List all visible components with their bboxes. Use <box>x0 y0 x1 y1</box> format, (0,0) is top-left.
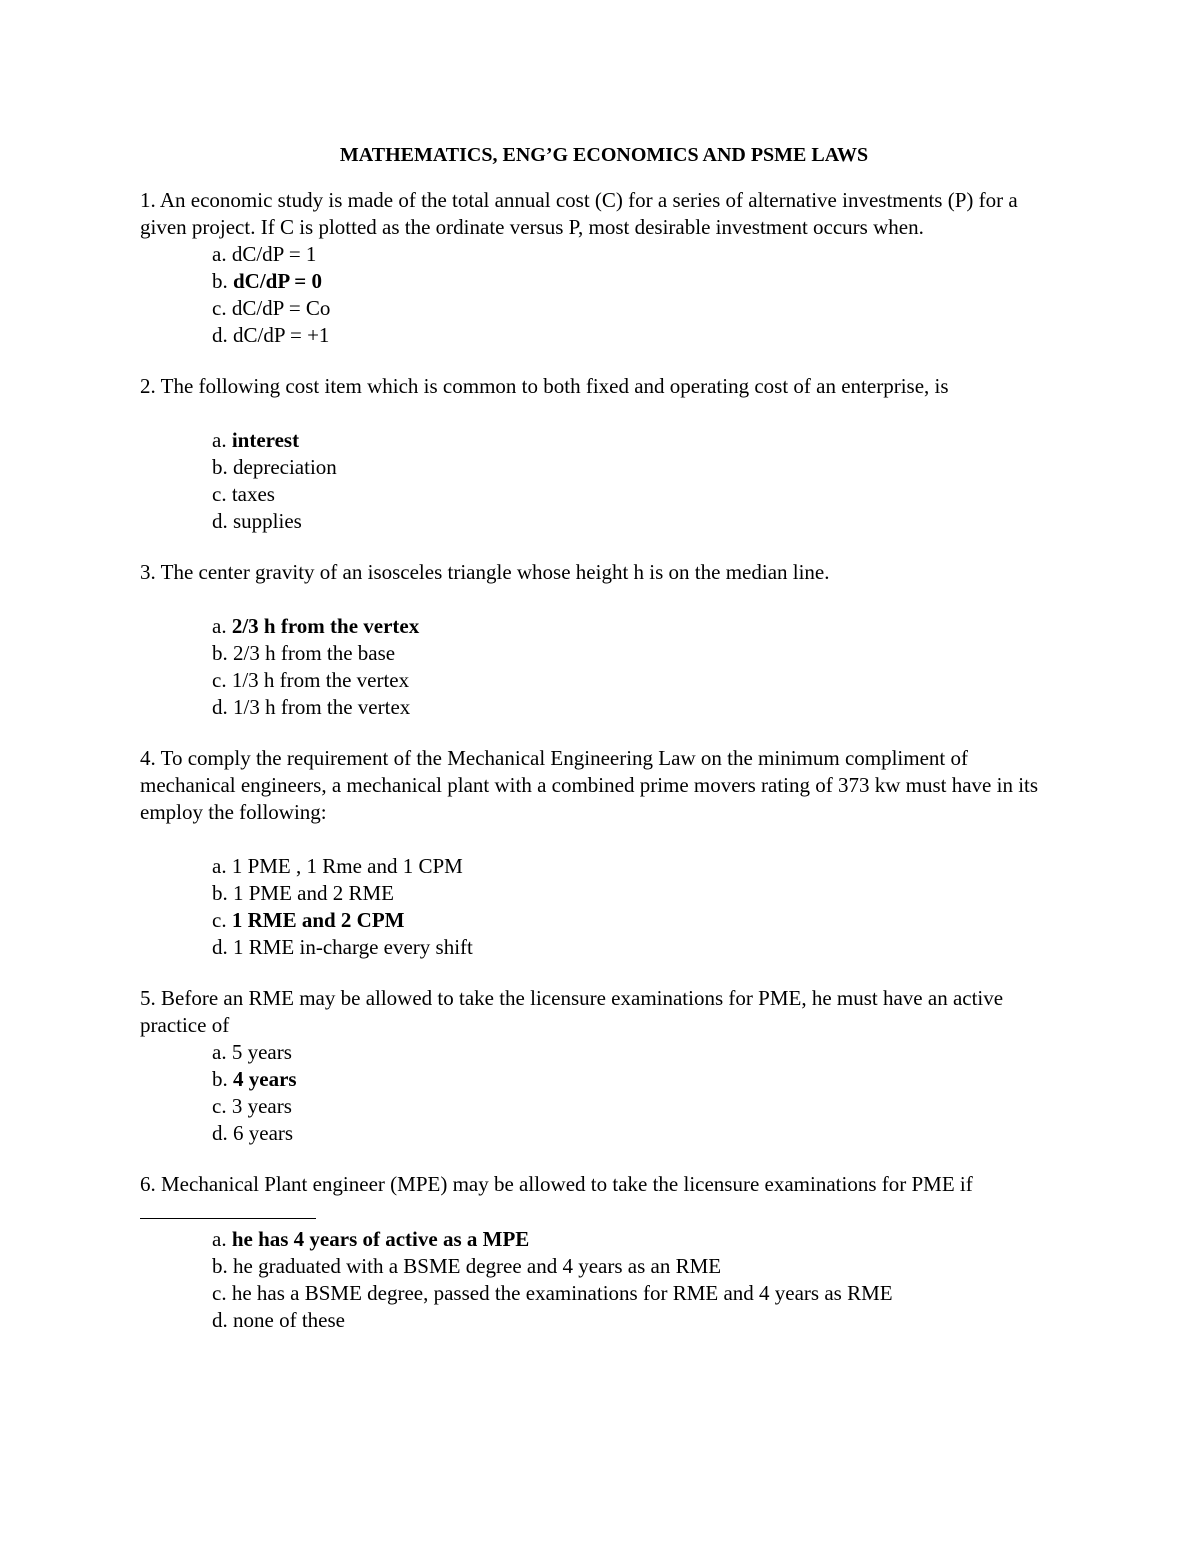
question-2 <box>140 373 1060 535</box>
option-letter: b. <box>212 1254 228 1278</box>
option-text: 6 years <box>233 1121 294 1145</box>
option-text: he graduated with a BSME degree and 4 years as an RME <box>233 1254 722 1278</box>
option-text: 5 years <box>231 1040 292 1064</box>
option-letter: c. <box>212 1094 227 1118</box>
option-letter: a. <box>212 242 227 266</box>
option-text: dC/dP = +1 <box>233 323 330 347</box>
option-item <box>212 667 1060 694</box>
question-6-options <box>140 1226 1060 1334</box>
option-letter: d. <box>212 1121 228 1145</box>
option-text-answer: 2/3 h from the vertex <box>231 614 420 638</box>
option-letter: b. <box>212 881 228 905</box>
question-4-text: 4. To comply the requirement of the Mechanical Engineering Law on the minimum compliment of mechanical engineers, a mechanical plant with a combined prime movers rating of 373 kw must have in its employ the following: <box>140 746 1039 824</box>
question-5-options <box>140 1039 1060 1147</box>
option-text-answer: 1 RME and 2 CPM <box>231 908 405 932</box>
option-letter: d. <box>212 323 228 347</box>
option-item <box>212 1280 1060 1307</box>
option-text: none of these <box>233 1308 345 1332</box>
question-3-text: 3. The center gravity of an isosceles triangle whose height h is on the median line. <box>140 560 830 584</box>
option-text: 1/3 h from the vertex <box>233 695 411 719</box>
option-letter: c. <box>212 482 227 506</box>
option-text: dC/dP = 1 <box>231 242 317 266</box>
option-letter: a. <box>212 1227 227 1251</box>
option-item-answer <box>212 613 1060 640</box>
option-text: 1 PME and 2 RME <box>233 881 395 905</box>
option-item <box>212 640 1060 667</box>
option-item-answer <box>212 1226 1060 1253</box>
question-4 <box>140 745 1060 961</box>
option-text: taxes <box>231 482 275 506</box>
option-item <box>212 241 1060 268</box>
option-text: depreciation <box>233 455 337 479</box>
question-2-text: 2. The following cost item which is common to both fixed and operating cost of an enterprise, is <box>140 374 949 398</box>
option-item <box>212 481 1060 508</box>
option-item-answer <box>212 268 1060 295</box>
option-text-answer: interest <box>231 428 300 452</box>
question-4-options <box>140 853 1060 961</box>
question-1 <box>140 187 1060 349</box>
question-5-text: 5. Before an RME may be allowed to take the licensure examinations for PME, he must have an active practice of <box>140 986 1004 1037</box>
option-item-answer <box>212 1066 1060 1093</box>
option-item-answer <box>212 907 1060 934</box>
option-text: 2/3 h from the base <box>233 641 396 665</box>
option-letter: b. <box>212 641 228 665</box>
option-text: 1 PME , 1 Rme and 1 CPM <box>231 854 463 878</box>
option-item <box>212 1039 1060 1066</box>
question-6 <box>140 1171 1060 1334</box>
option-item <box>212 322 1060 349</box>
question-5 <box>140 985 1060 1147</box>
option-text-answer: he has 4 years of active as a MPE <box>231 1227 530 1251</box>
option-text: 1 RME in-charge every shift <box>233 935 473 959</box>
option-letter: d. <box>212 509 228 533</box>
option-item <box>212 295 1060 322</box>
option-item <box>212 1120 1060 1147</box>
option-item <box>212 880 1060 907</box>
option-letter: a. <box>212 614 227 638</box>
question-3-options <box>140 613 1060 721</box>
option-letter: c. <box>212 908 227 932</box>
option-item <box>212 1307 1060 1334</box>
option-letter: d. <box>212 935 228 959</box>
option-letter: c. <box>212 1281 227 1305</box>
option-text: he has a BSME degree, passed the examinations for RME and 4 years as RME <box>231 1281 893 1305</box>
option-text-answer: 4 years <box>233 1067 297 1091</box>
question-1-text: 1. An economic study is made of the total annual cost (C) for a series of alternative investments (P) for a given project. If C is plotted as the ordinate versus P, most desirable investment occurs when. <box>140 188 1018 239</box>
option-letter: a. <box>212 1040 227 1064</box>
option-text: 3 years <box>231 1094 292 1118</box>
option-letter: c. <box>212 296 227 320</box>
question-3 <box>140 559 1060 721</box>
option-text: 1/3 h from the vertex <box>231 668 410 692</box>
option-item <box>212 694 1060 721</box>
option-letter: a. <box>212 854 227 878</box>
option-letter: d. <box>212 1308 228 1332</box>
option-item <box>212 853 1060 880</box>
option-item <box>212 934 1060 961</box>
option-letter: b. <box>212 455 228 479</box>
option-letter: a. <box>212 428 227 452</box>
option-letter: c. <box>212 668 227 692</box>
option-letter: b. <box>212 269 228 293</box>
question-6-prompt: 6. Mechanical Plant engineer (MPE) may be allowed to take the licensure examinations for PME if <box>140 1172 973 1196</box>
option-letter: b. <box>212 1067 228 1091</box>
option-text-answer: dC/dP = 0 <box>233 269 322 293</box>
option-text: dC/dP = Co <box>231 296 331 320</box>
option-item <box>212 1253 1060 1280</box>
document-title: MATHEMATICS, ENG’G ECONOMICS AND PSME LAWS <box>339 144 869 166</box>
option-item <box>212 508 1060 535</box>
option-item-answer <box>212 427 1060 454</box>
option-item <box>212 1093 1060 1120</box>
question-1-options <box>140 241 1060 349</box>
question-6-text <box>140 1171 1060 1226</box>
option-letter: d. <box>212 695 228 719</box>
option-text: supplies <box>233 509 302 533</box>
option-item <box>212 454 1060 481</box>
question-2-options <box>140 427 1060 535</box>
answer-blank-line <box>140 1198 316 1219</box>
document-page <box>140 142 1060 1358</box>
